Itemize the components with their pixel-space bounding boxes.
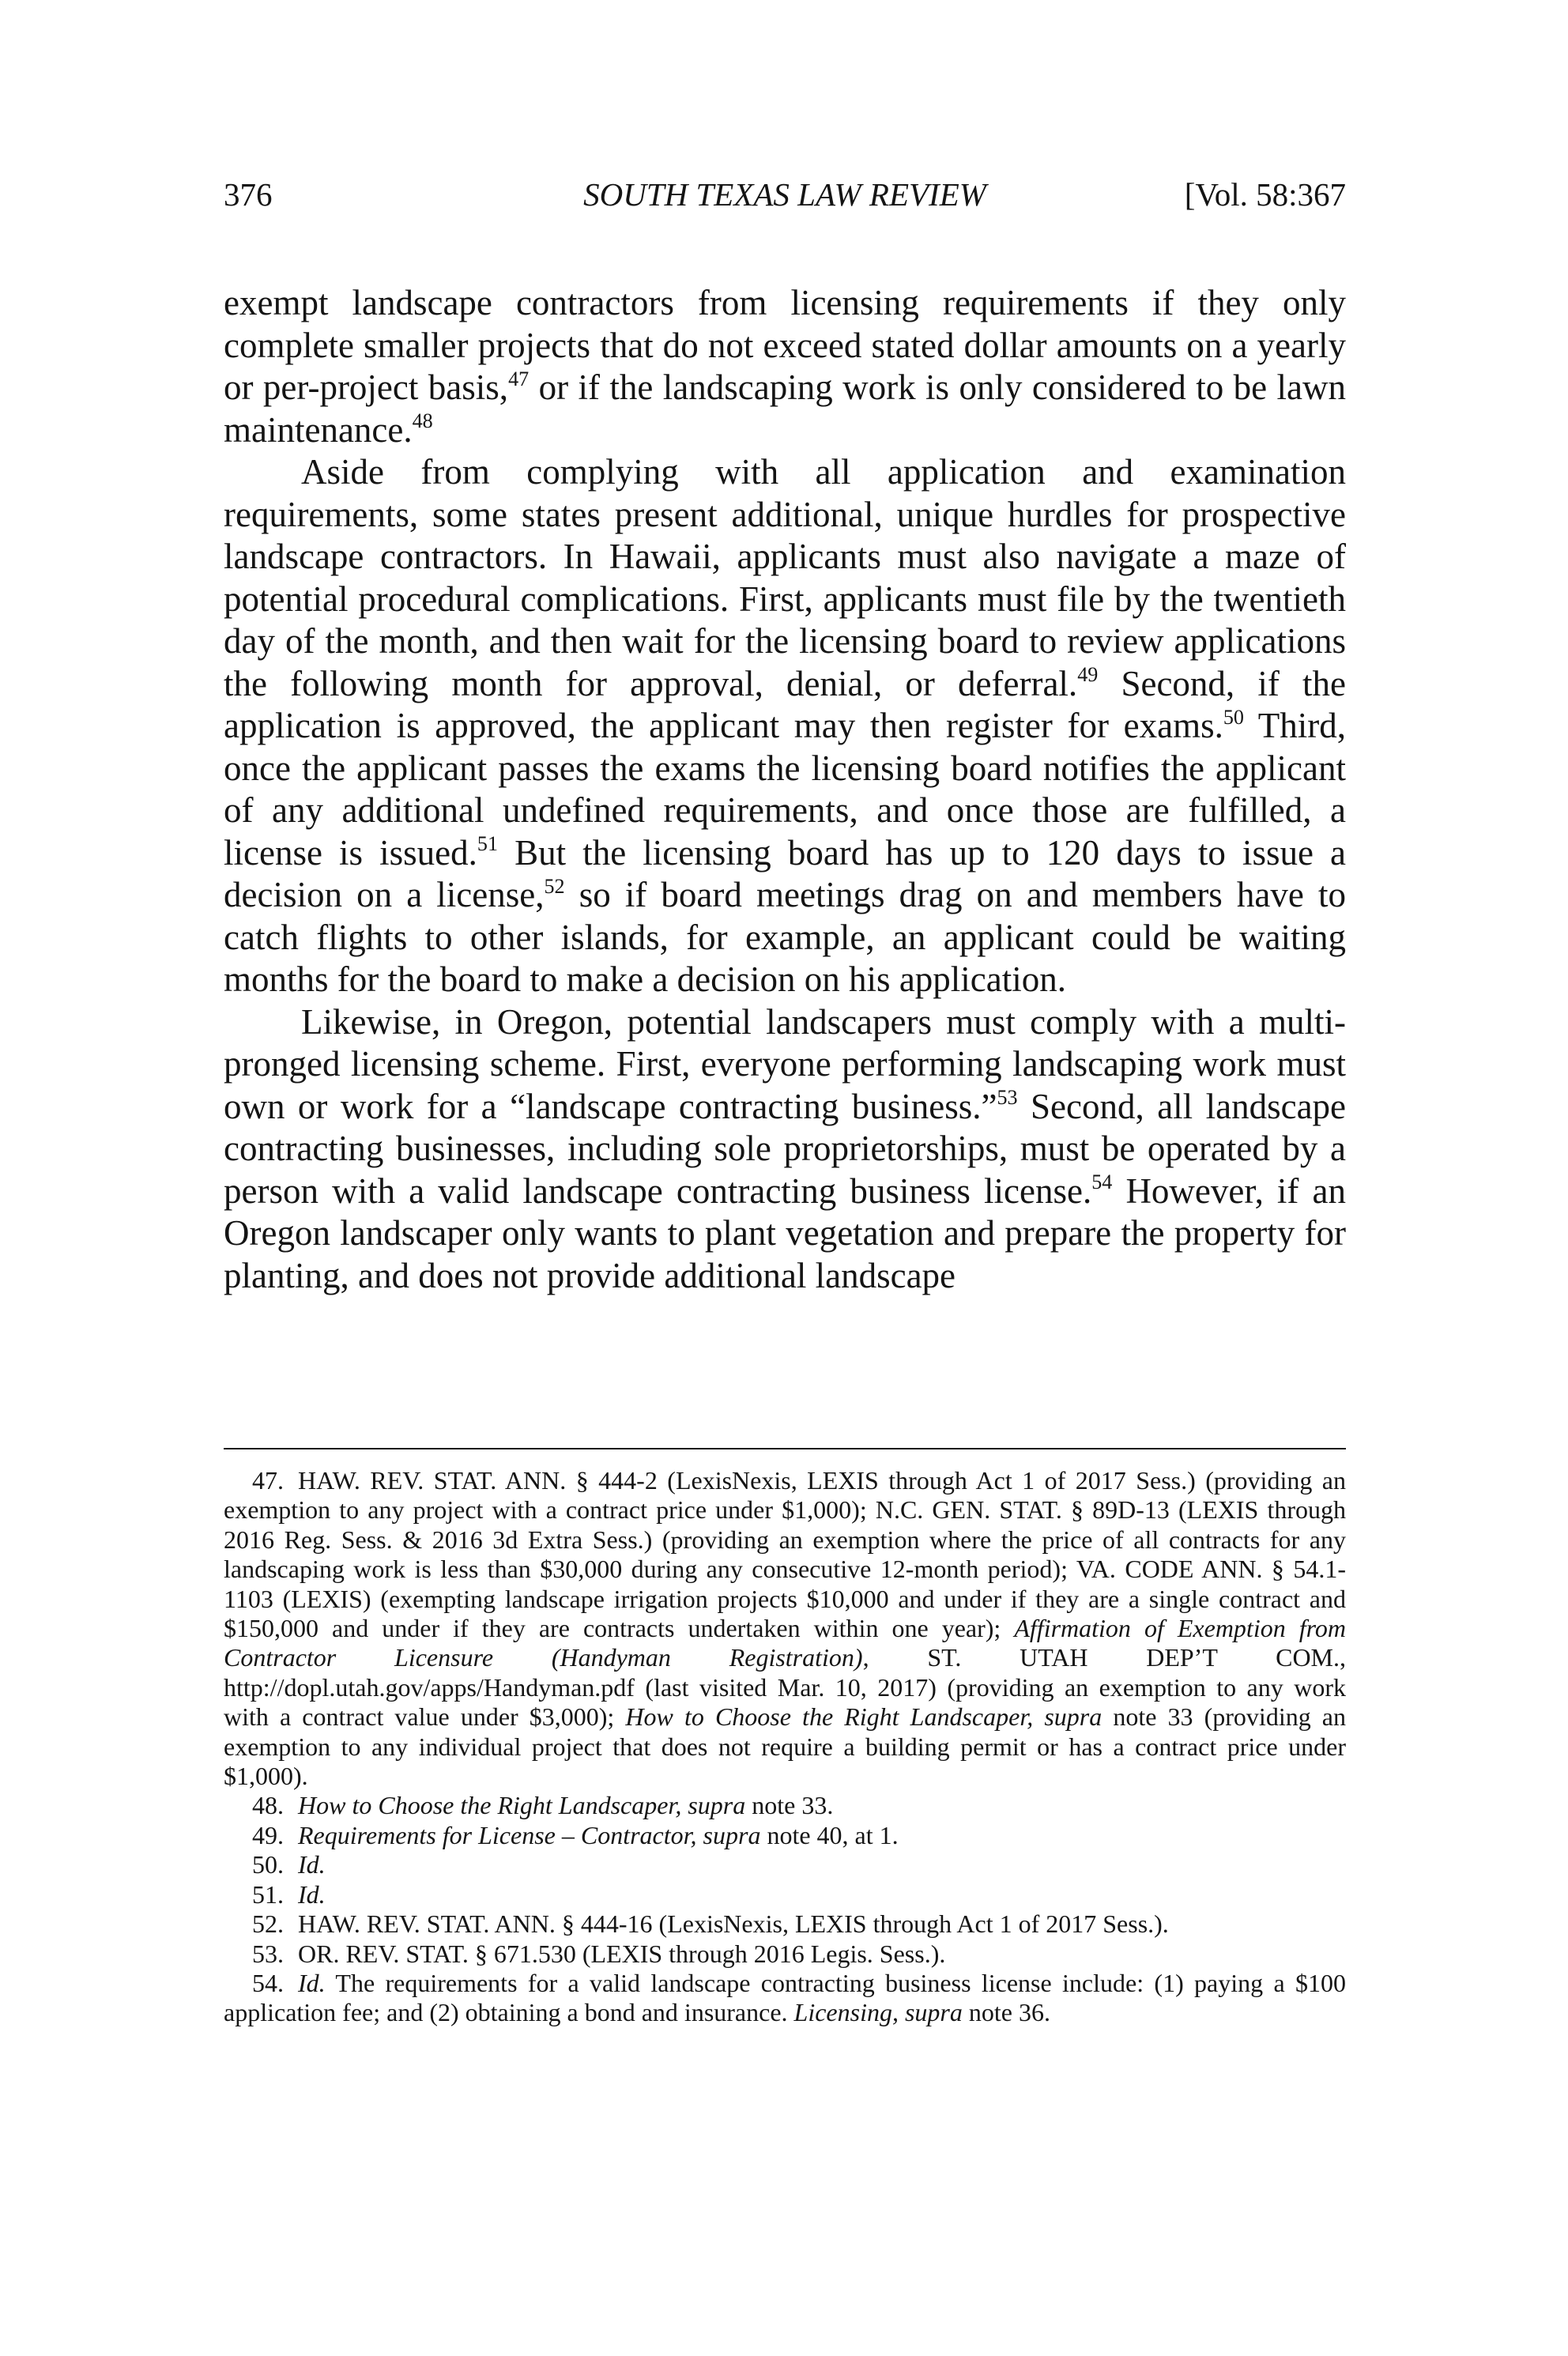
footnote-number: 48. xyxy=(252,1791,284,1820)
footnotes xyxy=(224,1466,1346,2028)
footnote-number: 53. xyxy=(252,1939,284,1968)
footnote-50: 50. Id. xyxy=(252,1850,326,1879)
page-number: 376 xyxy=(224,176,273,213)
footnote-49: 49. Requirements for License – Contractor, supra note 40, at 1. xyxy=(252,1820,899,1849)
footnote-48: 48. How to Choose the Right Landscaper, supra note 33. xyxy=(252,1791,834,1820)
volume-citation: [Vol. 58:367 xyxy=(1184,176,1346,213)
paragraph-3: Likewise, in Oregon, potential landscapers must comply with a multi-pronged licensing scheme. First, everyone performing landscaping work must own or work for a “landscape contracting business.”$^{53}$ Second, all landscape contracting businesses, including sole proprietorships, must be operated by a person with a valid landscape contracting business license.$^{54}$ However, if an Oregon landscaper only wants to plant vegetation and prepare the property for planting, and does not provide additional landscape xyxy=(224,1001,1347,1295)
footnote-47: 47. HAW. REV. STAT. ANN. § 444-2 (LexisNexis, LEXIS through Act 1 of 2017 Sess.) (providing an exemption to any project with a contract price under $1,000); N.C. GEN. STAT. § 89D-13 (LEXIS through 2016 Reg. Sess. & 2016 3d Extra Sess.) (providing an exemption where the price of all contracts for any landscaping work is less than $30,000 during any consecutive 12-month period); VA. CODE ANN. § 54.1-1103 (LEXIS) (exempting landscape irrigation projects $10,000 and under if they are a single contract and $150,000 and under if they are contracts undertaken within one year); Affirmation of Exemption from Contractor Licensure (Handyman Registration), ST. UTAH DEP’T COM., http://dopl.utah.gov/apps/Handyman.pdf (last visited Mar. 10, 2017) (providing an exemption to any work with a contract value under $3,000); How to Choose the Right Landscaper, supra note 33 (providing an exemption to any individual project that does not require a building permit or has a contract price under $1,000). xyxy=(224,1466,1347,1791)
footnote-ref-52[interactable]: 52 xyxy=(544,874,565,898)
paragraph-1: exempt landscape contractors from licensing requirements if they only complete smaller projects that do not exceed stated dollar amounts on a yearly or per-project basis,$^{47}$ or if the landscaping work is only considered to be lawn maintenance.$^{48}$ xyxy=(224,283,1346,450)
footnote-ref-51[interactable]: 51 xyxy=(477,832,498,856)
footnote-number: 51. xyxy=(252,1879,284,1909)
footnote-54: 54. Id. The requirements for a valid landscape contracting business license include: (1) paying a $100 application fee; and (2) obtaining a bond and insurance. Licensing, supra note 36. xyxy=(224,1968,1346,2027)
footnote-ref-49[interactable]: 49 xyxy=(1077,663,1099,687)
running-header xyxy=(224,172,1346,217)
footnote-ref-50[interactable]: 50 xyxy=(1223,705,1244,729)
body-text xyxy=(224,282,1346,1297)
footnote-number: 49. xyxy=(252,1820,284,1849)
footnote-ref-48[interactable]: 48 xyxy=(412,409,433,433)
footnote-ref-47[interactable]: 47 xyxy=(508,367,530,390)
footnote-ref-54[interactable]: 54 xyxy=(1091,1170,1113,1194)
footnote-number: 54. xyxy=(252,1968,284,1997)
footnote-51: 51. Id. xyxy=(252,1879,326,1909)
footnote-number: 47. xyxy=(252,1466,284,1495)
footnote-52: 52. HAW. REV. STAT. ANN. § 444-16 (LexisNexis, LEXIS through Act 1 of 2017 Sess.). xyxy=(252,1909,1169,1939)
footnote-divider xyxy=(224,1448,1346,1449)
footnote-number: 50. xyxy=(252,1850,284,1879)
journal-title: SOUTH TEXAS LAW REVIEW xyxy=(583,176,986,213)
footnote-number: 52. xyxy=(252,1909,284,1939)
footnote-ref-53[interactable]: 53 xyxy=(997,1086,1018,1110)
paragraph-2: Aside from complying with all application and examination requirements, some states present additional, unique hurdles for prospective landscape contractors. In Hawaii, applicants must also navigate a maze of potential procedural complications. First, applicants must file by the twentieth day of the month, and then wait for the licensing board to review applications the following month for approval, denial, or deferral.$^{49}$ Second, if the application is approved, the applicant may then register for exams.$^{50}$ Third, once the applicant passes the exams the licensing board notifies the applicant of any additional undefined requirements, and once those are fulfilled, a license is issued.$^{51}$ But the licensing board has up to 120 days to issue a decision on a license,$^{52}$ so if board meetings drag on and members have to catch flights to other islands, for example, an applicant could be waiting months for the board to make a decision on his application. xyxy=(224,452,1347,999)
footnote-53: 53. OR. REV. STAT. § 671.530 (LEXIS through 2016 Legis. Sess.). xyxy=(252,1939,946,1968)
